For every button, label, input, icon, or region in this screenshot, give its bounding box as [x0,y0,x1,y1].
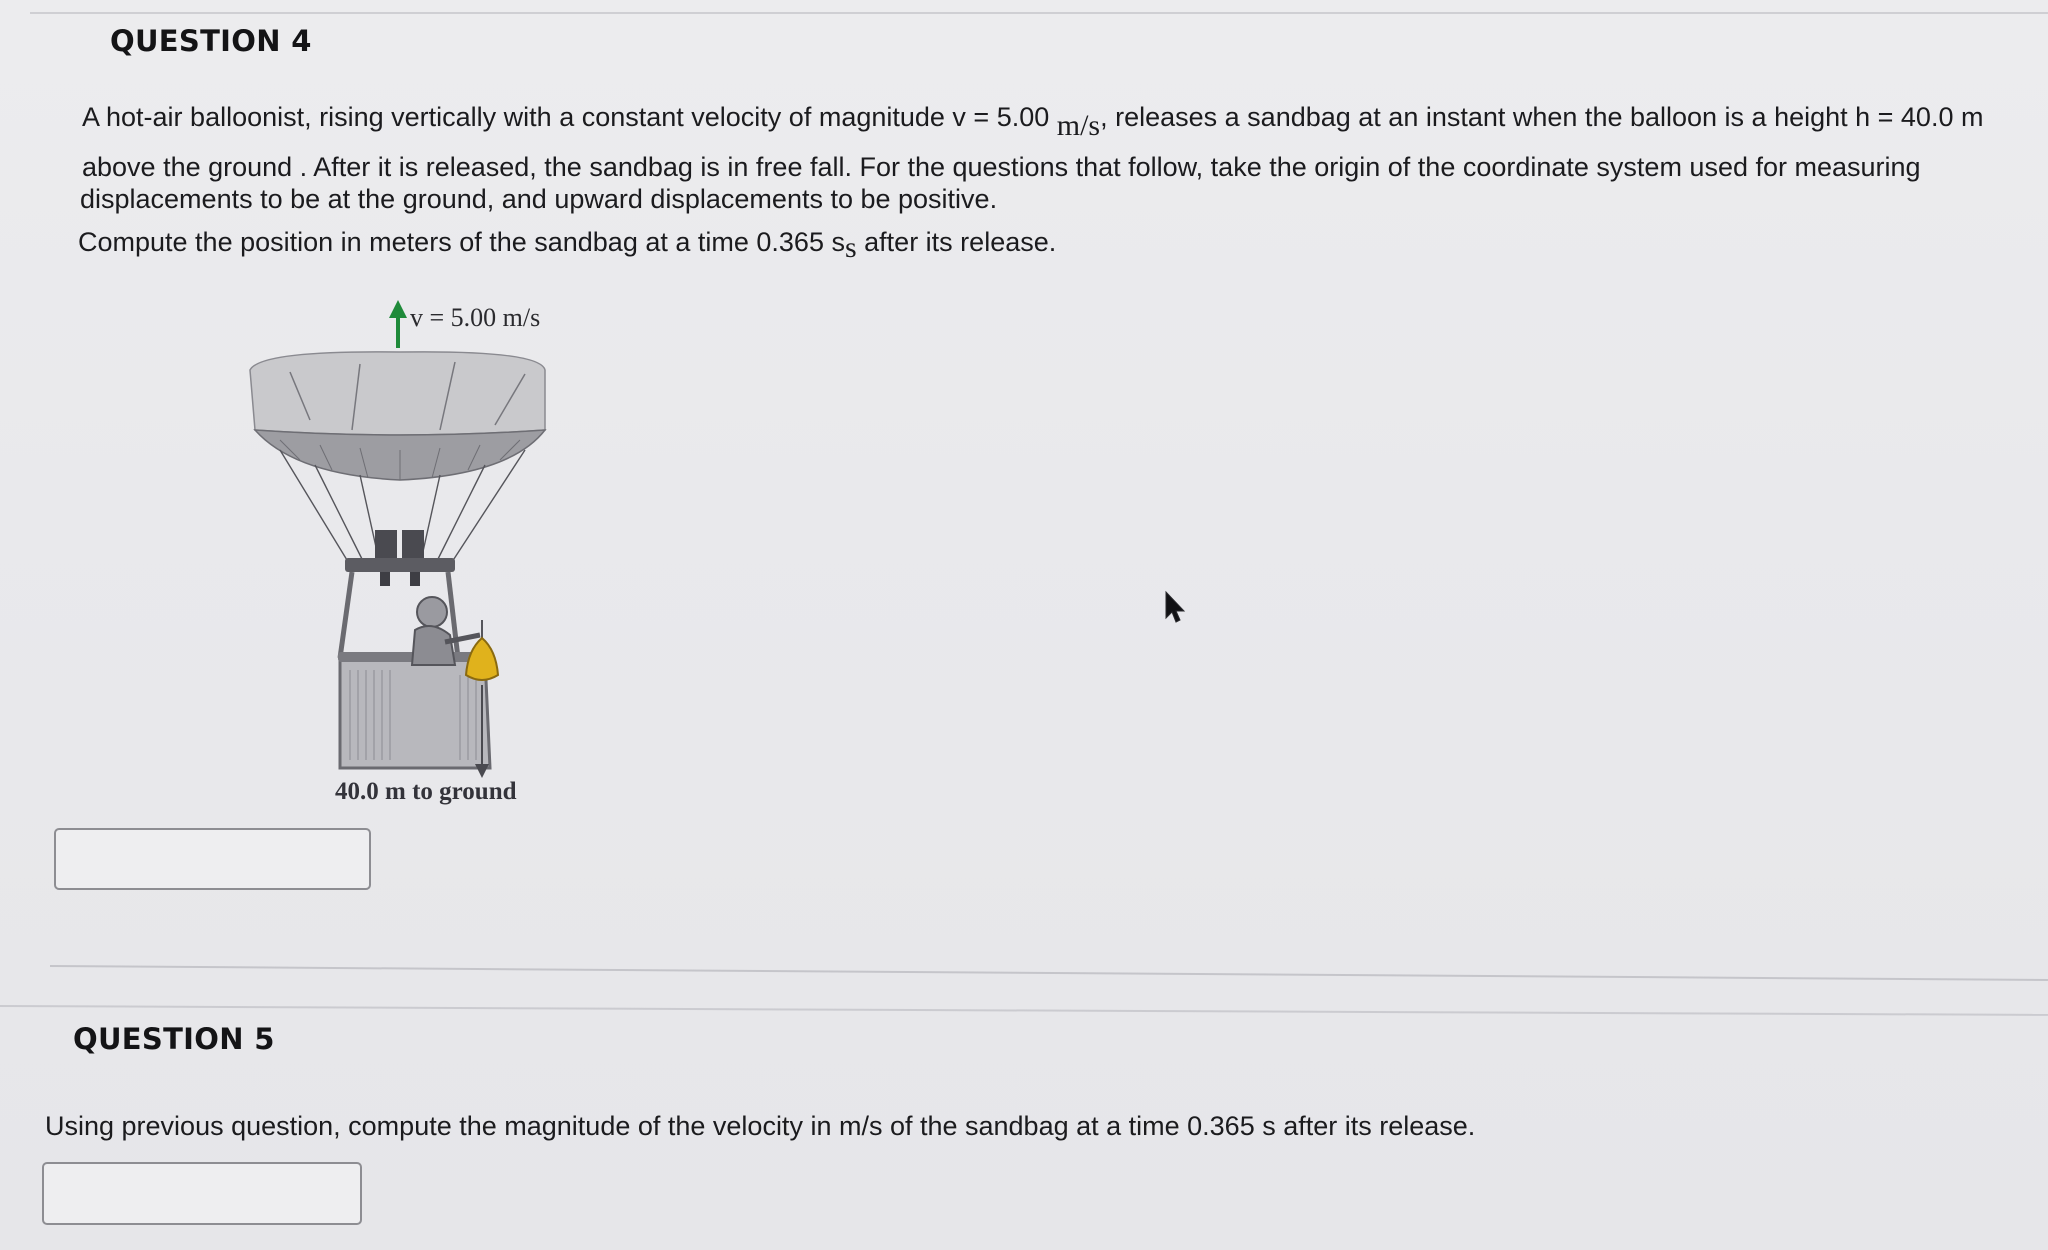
velocity-label: v = 5.00 m/s [410,303,541,332]
balloon-illustration [240,290,560,820]
velocity-arrow-icon [389,300,407,348]
top-border [30,12,2048,14]
question-5-heading: QUESTION 5 [73,1022,275,1056]
question-4-prompt [78,225,1057,264]
question-4-prompt-part: after its release. [856,227,1057,257]
question-4-text-line-1 [82,100,1984,142]
mouse-pointer-icon [1163,590,1189,626]
sandbag-icon [466,620,498,680]
question-4-text-part: A hot-air balloonist, rising vertically with a constant velocity of magnitude v = 5.00 [82,102,1057,132]
ground-distance-label: 40.0 m to ground [335,778,517,805]
question-4-prompt-part: Compute the position in meters of the sandbag at a time 0.365 s [78,227,845,257]
question-4-text-part: , releases a sandbag at an instant when the balloon is a height h = 40.0 m [1100,102,1984,132]
question-4-heading: QUESTION 4 [110,24,312,58]
question-4-text-line-2: above the ground . After it is released, the sandbag is in free fall. For the questions that follow, take the origin of the coordinate system used for measuring [82,152,1921,182]
question-5-answer-input[interactable] [42,1162,362,1225]
burner [345,530,455,586]
section-divider [0,1005,2048,1016]
unit-m-per-s: m/s [1056,109,1101,142]
question-5-prompt: Using previous question, compute the magnitude of the velocity in m/s of the sandbag at a time 0.365 s after its release. [45,1111,1476,1141]
balloon-figure [240,290,560,820]
question-4-text-line-3: displacements to be at the ground, and upward displacements to be positive. [80,184,998,214]
section-divider [50,965,2048,981]
balloon-envelope [250,352,545,480]
unit-s: s [844,231,857,264]
question-4-answer-input[interactable] [54,828,371,890]
